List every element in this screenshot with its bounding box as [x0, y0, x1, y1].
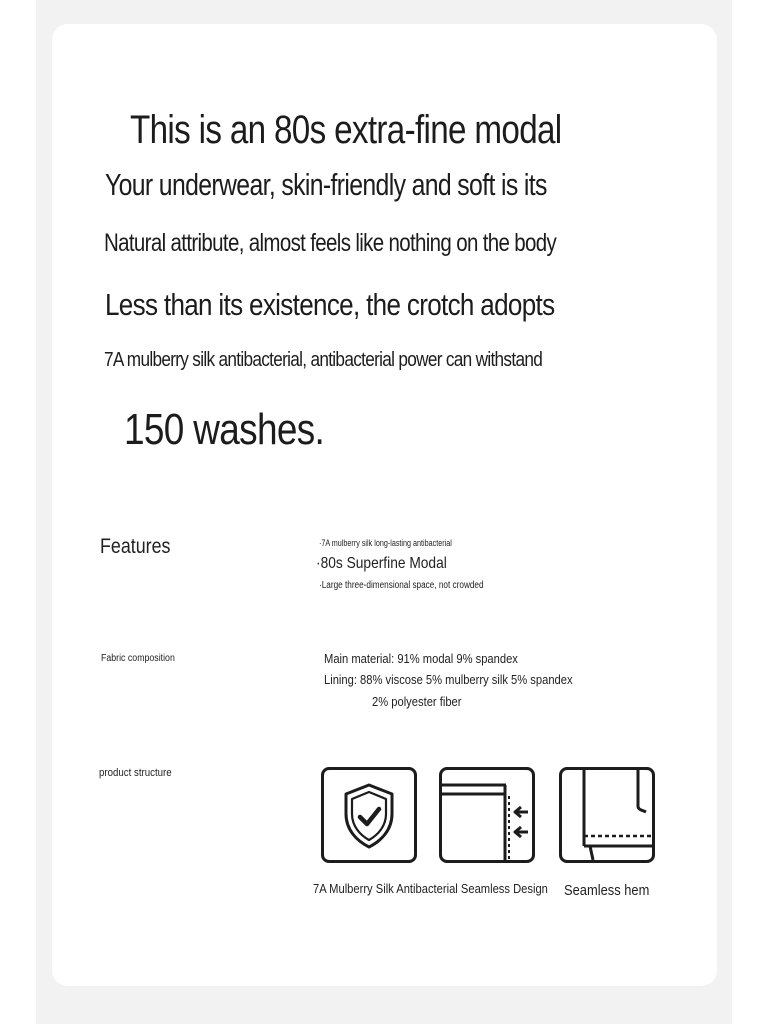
shield-check-icon	[321, 767, 417, 863]
structure-caption-right: Seamless hem	[564, 882, 650, 899]
headline-line-4: Less than its existence, the crotch adopts	[105, 287, 555, 322]
structure-caption-left: 7A Mulberry Silk Antibacterial Seamless Design	[313, 881, 548, 896]
features-label: Features	[100, 535, 171, 558]
seamless-hem-icon	[559, 767, 655, 863]
feature-item: ·7A mulberry silk long-lasting antibacterial	[319, 538, 452, 548]
headline-line-2: Your underwear, skin-friendly and soft is its	[105, 167, 547, 202]
product-structure-label: product structure	[99, 767, 172, 779]
feature-item: ·80s Superfine Modal	[316, 555, 447, 572]
headline-line-1: This is an 80s extra-fine modal	[130, 108, 562, 152]
headline-line-3: Natural attribute, almost feels like nothing on the body	[104, 229, 557, 257]
headline-line-5: 7A mulberry silk antibacterial, antibacterial power can withstand	[104, 349, 543, 371]
headline-line-6: 150 washes.	[124, 405, 325, 454]
fabric-composition-label: Fabric composition	[101, 653, 175, 664]
fabric-line: 2% polyester fiber	[372, 694, 462, 709]
fabric-line: Lining: 88% viscose 5% mulberry silk 5% spandex	[324, 672, 573, 687]
seamless-arrows-icon	[439, 767, 535, 863]
fabric-line: Main material: 91% modal 9% spandex	[324, 651, 518, 666]
feature-item: ·Large three-dimensional space, not crowded	[319, 580, 484, 591]
